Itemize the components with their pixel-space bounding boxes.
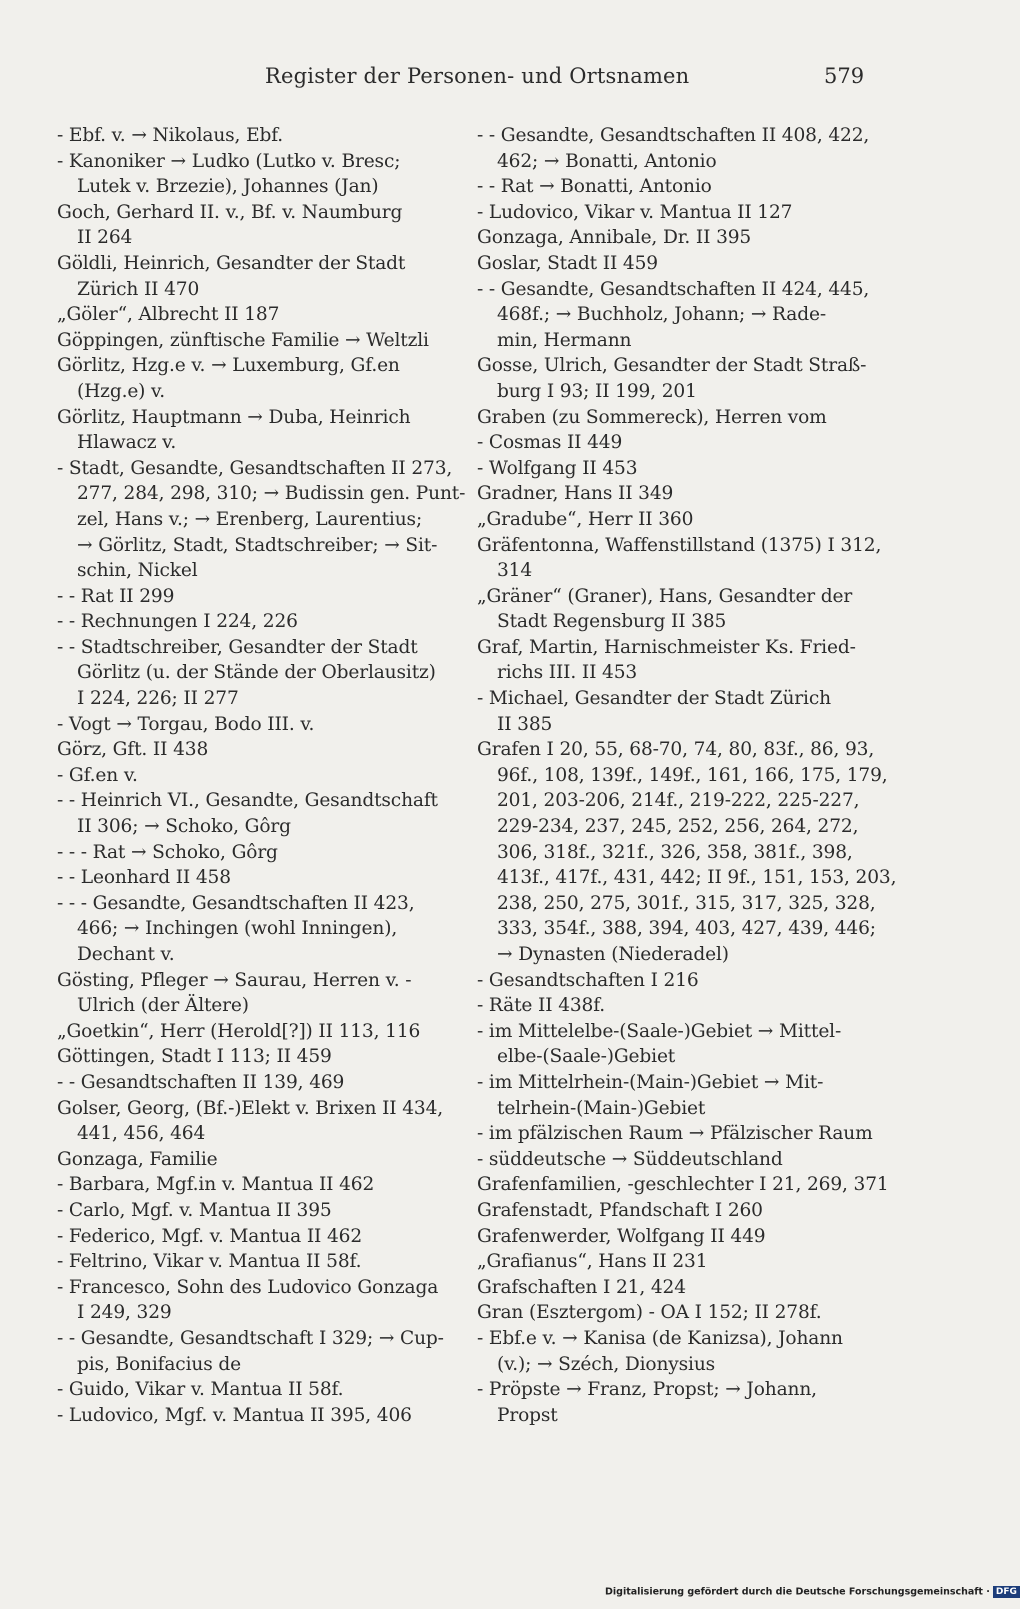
index-column-left (57, 123, 466, 1428)
index-entry-line: Görlitz, Hzg.e v. → Luxemburg, Gf.en (57, 355, 400, 377)
index-entry-line: - Guido, Vikar v. Mantua II 58f. (57, 1379, 344, 1401)
index-entry-line: Graf, Martin, Harnischmeister Ks. Fried- (477, 636, 856, 658)
index-entry-line: Grafenfamilien, -geschlechter I 21, 269, 371 (477, 1174, 889, 1196)
index-entry-line: Gradner, Hans II 349 (477, 483, 674, 505)
index-entry-line: 96f., 108, 139f., 149f., 161, 166, 175, 179, (497, 764, 888, 786)
index-entry-line: 333, 354f., 388, 394, 403, 427, 439, 446; (497, 918, 876, 940)
index-entry-line: → Görlitz, Stadt, Stadtschreiber; → Sit- (77, 534, 438, 556)
index-entry-line: - Räte II 438f. (477, 995, 606, 1017)
index-entry-line: 462; → Bonatti, Antonio (497, 150, 717, 172)
index-entry-line: II 264 (77, 227, 133, 249)
index-entry-line: Göttingen, Stadt I 113; II 459 (57, 1046, 332, 1068)
index-entry-line: „Goetkin“, Herr (Herold[?]) II 113, 116 (57, 1020, 421, 1042)
index-entry-line: - Gesandtschaften I 216 (477, 969, 699, 991)
index-entry-line: Görlitz, Hauptmann → Duba, Heinrich (57, 406, 411, 428)
index-entry-line: - im Mittelrhein-(Main-)Gebiet → Mit- (477, 1071, 824, 1093)
index-entry-line: 441, 456, 464 (77, 1123, 206, 1145)
index-entry-line: - - - Rat → Schoko, Gôrg (57, 841, 278, 863)
index-entry-line: Gonzaga, Familie (57, 1148, 218, 1170)
index-entry-line: - Ludovico, Mgf. v. Mantua II 395, 406 (57, 1404, 412, 1426)
index-entry-line: - Michael, Gesandter der Stadt Zürich (477, 688, 831, 710)
index-entry-line: Görz, Gft. II 438 (57, 739, 209, 761)
index-entry-line: Stadt Regensburg II 385 (497, 611, 727, 633)
index-entry-line: Gran (Esztergom) - OA I 152; II 278f. (477, 1302, 822, 1324)
index-entry-line: telrhein-(Main-)Gebiet (497, 1097, 706, 1119)
index-entry-line: 238, 250, 275, 301f., 315, 317, 325, 328, (497, 892, 876, 914)
page-header (0, 64, 1000, 98)
index-entry-line: 413f., 417f., 431, 442; II 9f., 151, 153, 203, (497, 867, 897, 889)
index-entry-line: Goch, Gerhard II. v., Bf. v. Naumburg (57, 201, 403, 223)
index-entry-line: - im Mittelelbe-(Saale-)Gebiet → Mittel- (477, 1020, 842, 1042)
index-entry-line: burg I 93; II 199, 201 (497, 380, 697, 402)
index-entry-line: - Gf.en v. (57, 764, 138, 786)
index-entry-line: - Pröpste → Franz, Propst; → Johann, (477, 1379, 817, 1401)
index-entry-line: - Carlo, Mgf. v. Mantua II 395 (57, 1199, 332, 1221)
index-entry-line: - - Rechnungen I 224, 226 (57, 611, 298, 633)
index-entry-line: → Dynasten (Niederadel) (497, 944, 729, 965)
index-entry-line: zel, Hans v.; → Erenberg, Laurentius; (77, 508, 423, 530)
index-entry-line: 314 (497, 560, 533, 582)
index-entry-line: 306, 318f., 321f., 326, 358, 381f., 398, (497, 841, 853, 863)
index-entry-line: Grafenwerder, Wolfgang II 449 (477, 1225, 766, 1247)
index-entry-line: - Francesco, Sohn des Ludovico Gonzaga (57, 1276, 439, 1298)
index-entry-line: - Vogt → Torgau, Bodo III. v. (57, 713, 315, 735)
index-entry-line: Göldli, Heinrich, Gesandter der Stadt (57, 252, 406, 274)
index-entry-line: Gräfentonna, Waffenstillstand (1375) I 312, (477, 534, 882, 556)
dfg-logo-badge: DFG (993, 1586, 1020, 1598)
index-column-right (477, 123, 907, 1428)
index-entry-line: „Gradube“, Herr II 360 (477, 508, 694, 530)
index-entry-line: Dechant v. (77, 944, 175, 965)
index-entry-line: 201, 203-206, 214f., 219-222, 225-227, (497, 790, 860, 812)
index-entry-line: II 306; → Schoko, Gôrg (77, 816, 291, 838)
index-entry-line: - Ludovico, Vikar v. Mantua II 127 (477, 201, 793, 223)
index-entry-line: - - Leonhard II 458 (57, 867, 231, 889)
index-entry-line: Propst (497, 1404, 558, 1426)
index-entry-line: min, Hermann (497, 329, 632, 351)
index-entry-line: Görlitz (u. der Stände der Oberlausitz) (77, 662, 436, 684)
index-entry-line: I 224, 226; II 277 (77, 688, 239, 710)
index-entry-line: Goslar, Stadt II 459 (477, 252, 658, 274)
index-entry-line: „Grafianus“, Hans II 231 (477, 1251, 708, 1273)
funding-footer (605, 1586, 1017, 1604)
index-entry-line: Hlawacz v. (77, 432, 177, 454)
index-entry-line: Golser, Georg, (Bf.-)Elekt v. Brixen II 434, (57, 1097, 444, 1119)
index-entry-line: (v.); → Széch, Dionysius (497, 1353, 716, 1375)
index-entry-line: - Wolfgang II 453 (477, 457, 638, 479)
index-entry-line: 468f.; → Buchholz, Johann; → Rade- (497, 304, 826, 326)
index-entry-line: „Göler“, Albrecht II 187 (57, 304, 280, 326)
index-entry-line: - Ebf.e v. → Kanisa (de Kanizsa), Johann (477, 1327, 843, 1349)
index-entry-line: 466; → Inchingen (wohl Inningen), (77, 918, 398, 940)
index-entry-line: - - Gesandtschaften II 139, 469 (57, 1071, 345, 1093)
index-entry-line: - Barbara, Mgf.in v. Mantua II 462 (57, 1174, 375, 1196)
index-entry-line: - - Stadtschreiber, Gesandter der Stadt (57, 636, 418, 658)
index-entry-line: - - Gesandte, Gesandtschaft I 329; → Cup- (57, 1327, 444, 1349)
footer-text: Digitalisierung gefördert durch die Deutsche Forschungsgemeinschaft · (605, 1586, 990, 1598)
index-entry-line: - - Gesandte, Gesandtschaften II 408, 422, (477, 125, 870, 146)
index-entry-line: Gösting, Pfleger → Saurau, Herren v. - (57, 969, 412, 991)
index-entry-line: Graben (zu Sommereck), Herren vom (477, 406, 827, 428)
index-entry-line: Grafen I 20, 55, 68-70, 74, 80, 83f., 86, 93, (477, 739, 875, 761)
index-entry-line: Grafschaften I 21, 424 (477, 1276, 686, 1298)
index-entry-line: Gonzaga, Annibale, Dr. II 395 (477, 227, 752, 249)
index-entry-line: - Feltrino, Vikar v. Mantua II 58f. (57, 1251, 362, 1273)
index-entry-line: schin, Nickel (77, 560, 198, 582)
index-entry-line: I 249, 329 (77, 1302, 172, 1324)
running-title: Register der Personen- und Ortsnamen (265, 64, 690, 88)
index-entry-line: Zürich II 470 (77, 278, 200, 300)
index-entry-line: Gosse, Ulrich, Gesandter der Stadt Straß- (477, 355, 867, 377)
index-entry-line: - Stadt, Gesandte, Gesandtschaften II 273, (57, 457, 453, 479)
index-entry-line: Grafenstadt, Pfandschaft I 260 (477, 1199, 763, 1221)
index-entry-line: II 385 (497, 713, 553, 735)
index-entry-line: - - - Gesandte, Gesandtschaften II 423, (57, 892, 415, 914)
index-entry-line: - Federico, Mgf. v. Mantua II 462 (57, 1225, 363, 1247)
index-entry-line: (Hzg.e) v. (77, 380, 165, 402)
index-entry-line: - im pfälzischen Raum → Pfälzischer Raum (477, 1123, 873, 1145)
index-entry-line: elbe-(Saale-)Gebiet (497, 1046, 676, 1068)
index-entry-line: - Kanoniker → Ludko (Lutko v. Bresc; (57, 150, 401, 172)
index-entry-line: - süddeutsche → Süddeutschland (477, 1148, 783, 1170)
page-number: 579 (824, 64, 865, 88)
index-entry-line: - Cosmas II 449 (477, 432, 623, 454)
index-entry-line: - - Gesandte, Gesandtschaften II 424, 445, (477, 278, 870, 300)
index-entry-line: - - Rat → Bonatti, Antonio (477, 176, 712, 198)
index-entry-line: „Gräner“ (Graner), Hans, Gesandter der (477, 585, 853, 607)
index-entry-line: 277, 284, 298, 310; → Budissin gen. Punt- (77, 483, 466, 505)
index-entry-line: 229-234, 237, 245, 252, 256, 264, 272, (497, 816, 859, 838)
index-entry-line: richs III. II 453 (497, 662, 638, 684)
index-entry-line: - - Heinrich VI., Gesandte, Gesandtschaft (57, 790, 438, 812)
index-entry-line: pis, Bonifacius de (77, 1353, 241, 1375)
index-entry-line: - Ebf. v. → Nikolaus, Ebf. (57, 125, 284, 146)
index-entry-line: - - Rat II 299 (57, 585, 175, 607)
index-entry-line: Lutek v. Brzezie), Johannes (Jan) (77, 176, 379, 198)
index-entry-line: Ulrich (der Ältere) (77, 995, 249, 1017)
index-entry-line: Göppingen, zünftische Familie → Weltzli (57, 329, 429, 351)
